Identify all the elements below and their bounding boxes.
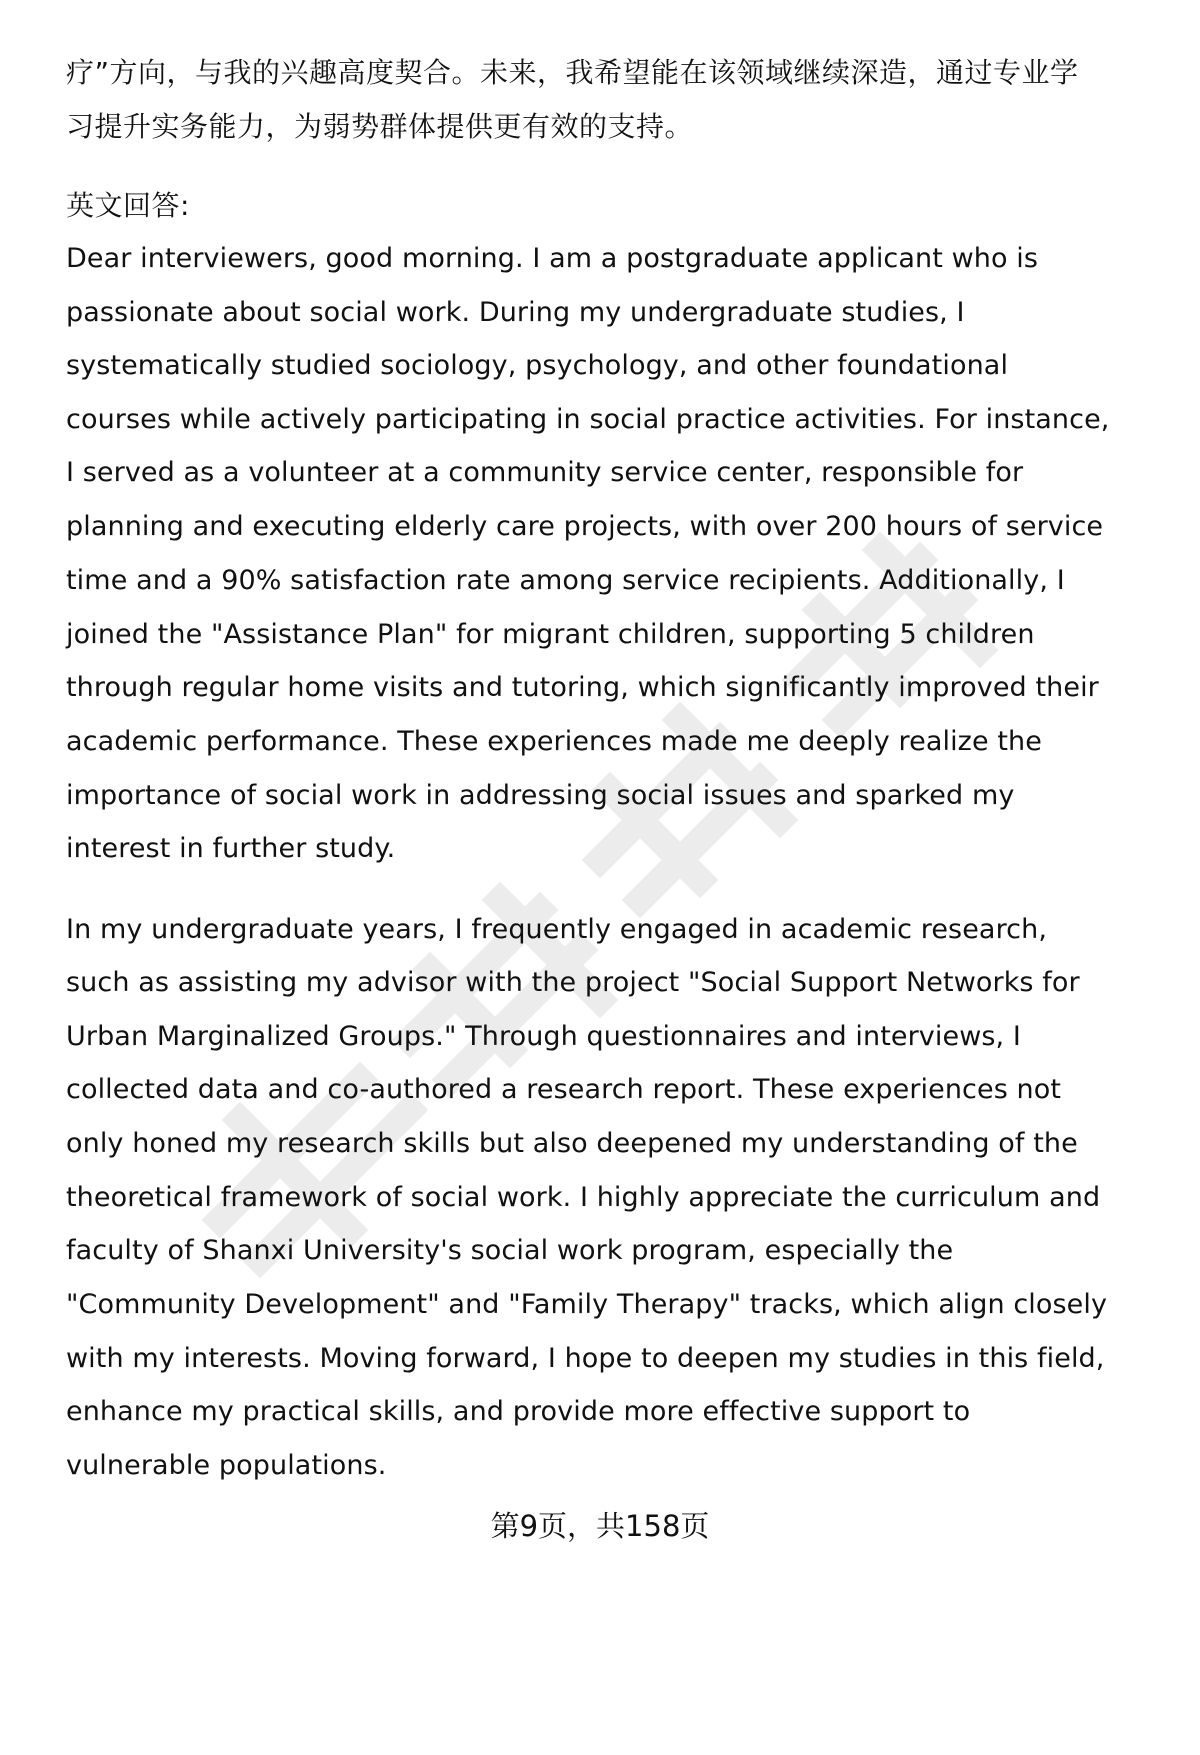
section-label-english-answer: 英文回答: [66,189,190,222]
paragraph-line: importance of social work in addressing social issues and sparked my [66,780,1015,811]
paragraph-line: such as assisting my advisor with the project "Social Support Networks for [66,967,1080,998]
paragraph-line: vulnerable populations. [66,1450,387,1481]
paragraph-line: planning and executing elderly care projects, with over 200 hours of service [66,511,1104,542]
paragraph-line: joined the "Assistance Plan" for migrant children, supporting 5 children [66,619,1035,650]
paragraph-line: interest in further study. [66,833,396,864]
paragraph-line: only honed my research skills but also deepened my understanding of the [66,1128,1078,1159]
paragraph-line: academic performance. These experiences made me deeply realize the [66,726,1042,757]
paragraph-line: systematically studied sociology, psychology, and other foundational [66,350,1009,381]
paragraph-line: In my undergraduate years, I frequently engaged in academic research, [66,914,1048,945]
paragraph-line: time and a 90% satisfaction rate among service recipients. Additionally, I [66,565,1065,596]
page-number-footer: 第9页，共158页 [490,1509,710,1543]
paragraph-line: passionate about social work. During my undergraduate studies, I [66,297,965,328]
chinese-text-line: 习提升实务能力，为弱势群体提供更有效的支持。 [66,110,694,143]
paragraph-line: I served as a volunteer at a community service center, responsible for [66,457,1024,488]
paragraph-line: Dear interviewers, good morning. I am a postgraduate applicant who is [66,243,1039,274]
paragraph-line: "Community Development" and "Family Therapy" tracks, which align closely [66,1289,1108,1320]
paragraph-line: enhance my practical skills, and provide more effective support to [66,1396,971,1427]
paragraph-line: faculty of Shanxi University's social work program, especially the [66,1235,954,1266]
paragraph-line: courses while actively participating in social practice activities. For instance, [66,404,1110,435]
paragraph-line: with my interests. Moving forward, I hope to deepen my studies in this field, [66,1343,1105,1374]
paragraph-line: theoretical framework of social work. I highly appreciate the curriculum and [66,1182,1101,1213]
paragraph-line: Urban Marginalized Groups." Through questionnaires and interviews, I [66,1021,1021,1052]
paragraph-line: through regular home visits and tutoring, which significantly improved their [66,672,1099,703]
paragraph-line: collected data and co-authored a research report. These experiences not [66,1074,1062,1105]
chinese-text-line: 疗”方向，与我的兴趣高度契合。未来，我希望能在该领域继续深造，通过专业学 [66,56,1079,89]
